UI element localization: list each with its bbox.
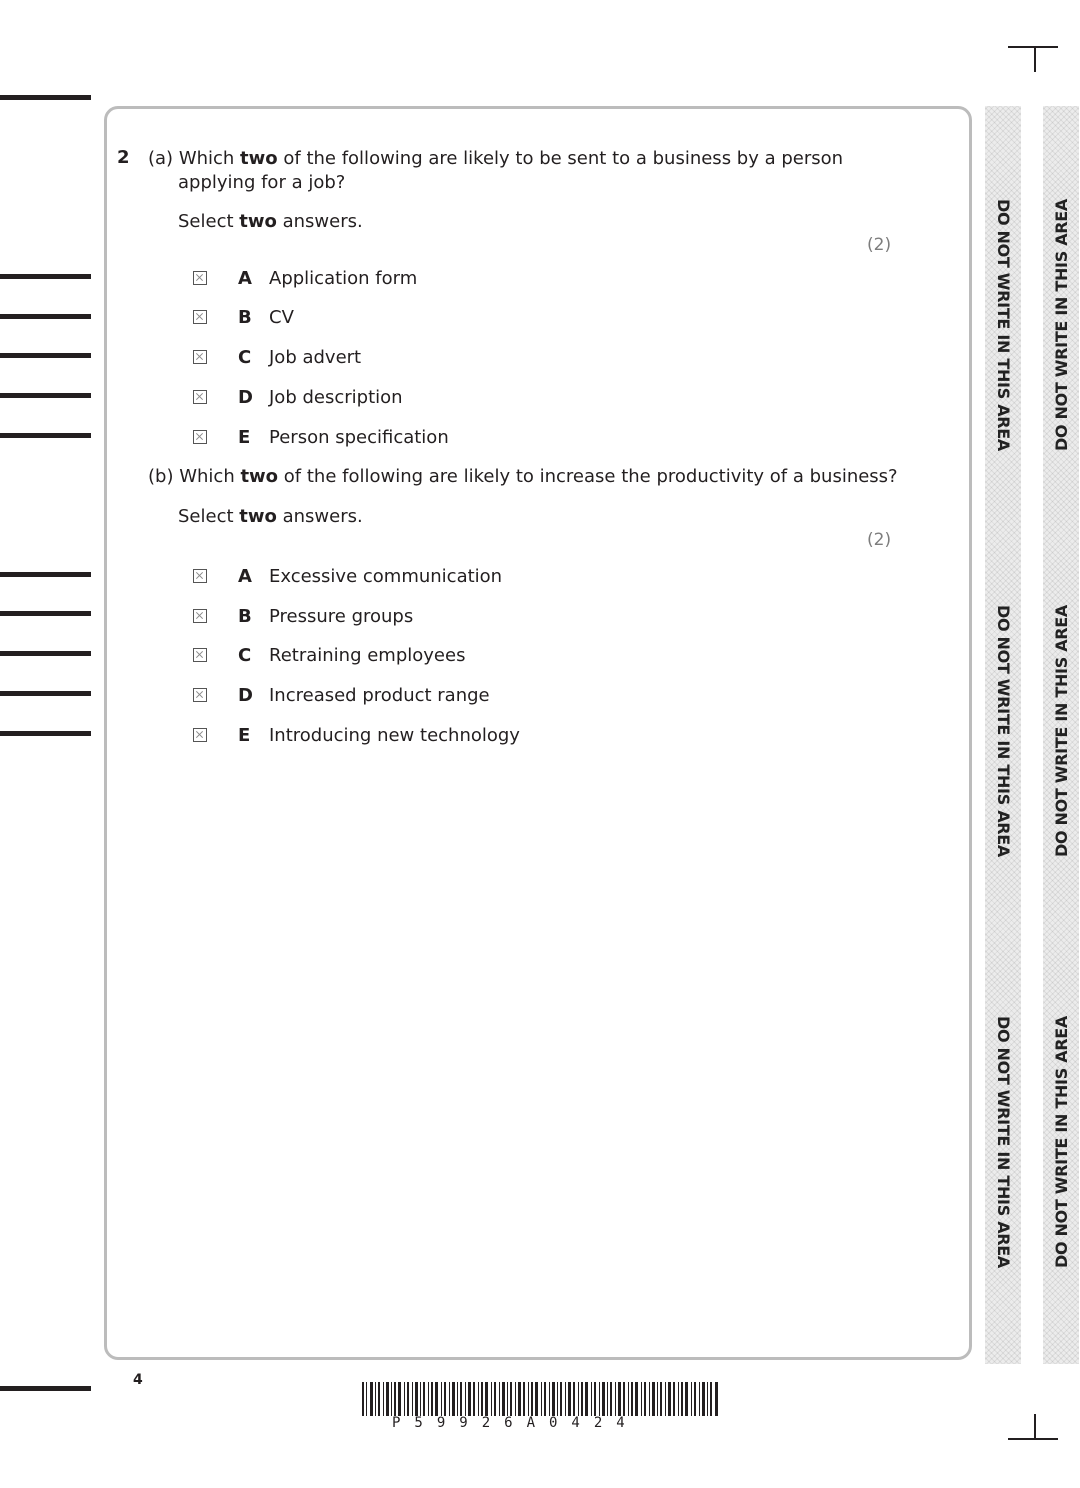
option-checkbox[interactable] [193,310,207,324]
margin-warning: DO NOT WRITE IN THIS AREA [994,604,1013,858]
barcode-number: P59926A0424 [392,1415,639,1431]
option-letter: B [238,307,252,328]
part-a-marks: (2) [867,235,892,255]
answer-frame [104,106,972,1360]
barcode [362,1382,718,1416]
option-checkbox[interactable] [193,569,207,583]
margin-bar [0,433,91,438]
part-a-label: (a) [148,148,174,169]
option-text: Pressure groups [269,606,414,627]
option-text: Application form [269,268,418,289]
option-checkbox[interactable] [193,271,207,285]
crop-mark [1034,46,1036,72]
option-letter: A [238,566,252,587]
part-a-instruction: Select two answers. [178,211,363,232]
option-text: Introducing new technology [269,725,520,746]
margin-bar [0,731,91,736]
part-b-question: (b) Which two of the following are likely to increase the productivity of a business? [148,466,898,487]
option-letter: B [238,606,252,627]
margin-bar [0,95,91,100]
margin-bar [0,314,91,319]
option-letter: A [238,268,252,289]
crop-mark [1034,1414,1036,1440]
part-a-question-line2: applying for a job? [178,172,346,193]
margin-warning: DO NOT WRITE IN THIS AREA [1052,604,1071,858]
option-checkbox[interactable] [193,609,207,623]
margin-warning: DO NOT WRITE IN THIS AREA [994,198,1013,452]
option-checkbox[interactable] [193,688,207,702]
page-number: 4 [133,1372,143,1388]
option-letter: D [238,685,253,706]
option-text: Job description [269,387,403,408]
margin-warning: DO NOT WRITE IN THIS AREA [1052,1015,1071,1269]
option-letter: C [238,347,252,368]
option-letter: E [238,725,251,746]
option-checkbox[interactable] [193,728,207,742]
margin-bar [0,1386,91,1391]
question-number: 2 [117,147,130,168]
option-checkbox[interactable] [193,390,207,404]
option-text: Excessive communication [269,566,503,587]
crop-mark [1008,46,1058,48]
margin-bar [0,353,91,358]
margin-warning: DO NOT WRITE IN THIS AREA [1052,198,1071,452]
option-text: Retraining employees [269,645,466,666]
margin-bar [0,393,91,398]
option-text: Job advert [269,347,362,368]
option-text: Person specification [269,427,449,448]
option-checkbox[interactable] [193,350,207,364]
margin-warning: DO NOT WRITE IN THIS AREA [994,1015,1013,1269]
part-b-instruction: Select two answers. [178,506,363,527]
option-text: Increased product range [269,685,490,706]
margin-bar [0,572,91,577]
part-a-question: (a) Which two of the following are likely to be sent to a business by a person [148,148,844,169]
option-letter: D [238,387,253,408]
option-text: CV [269,307,294,328]
margin-bar [0,611,91,616]
part-b-label: (b) [148,466,174,487]
option-checkbox[interactable] [193,648,207,662]
option-letter: C [238,645,252,666]
margin-bar [0,691,91,696]
option-checkbox[interactable] [193,430,207,444]
crop-mark [1008,1438,1058,1440]
option-letter: E [238,427,251,448]
margin-bar [0,651,91,656]
part-b-marks: (2) [867,530,892,550]
margin-bar [0,274,91,279]
